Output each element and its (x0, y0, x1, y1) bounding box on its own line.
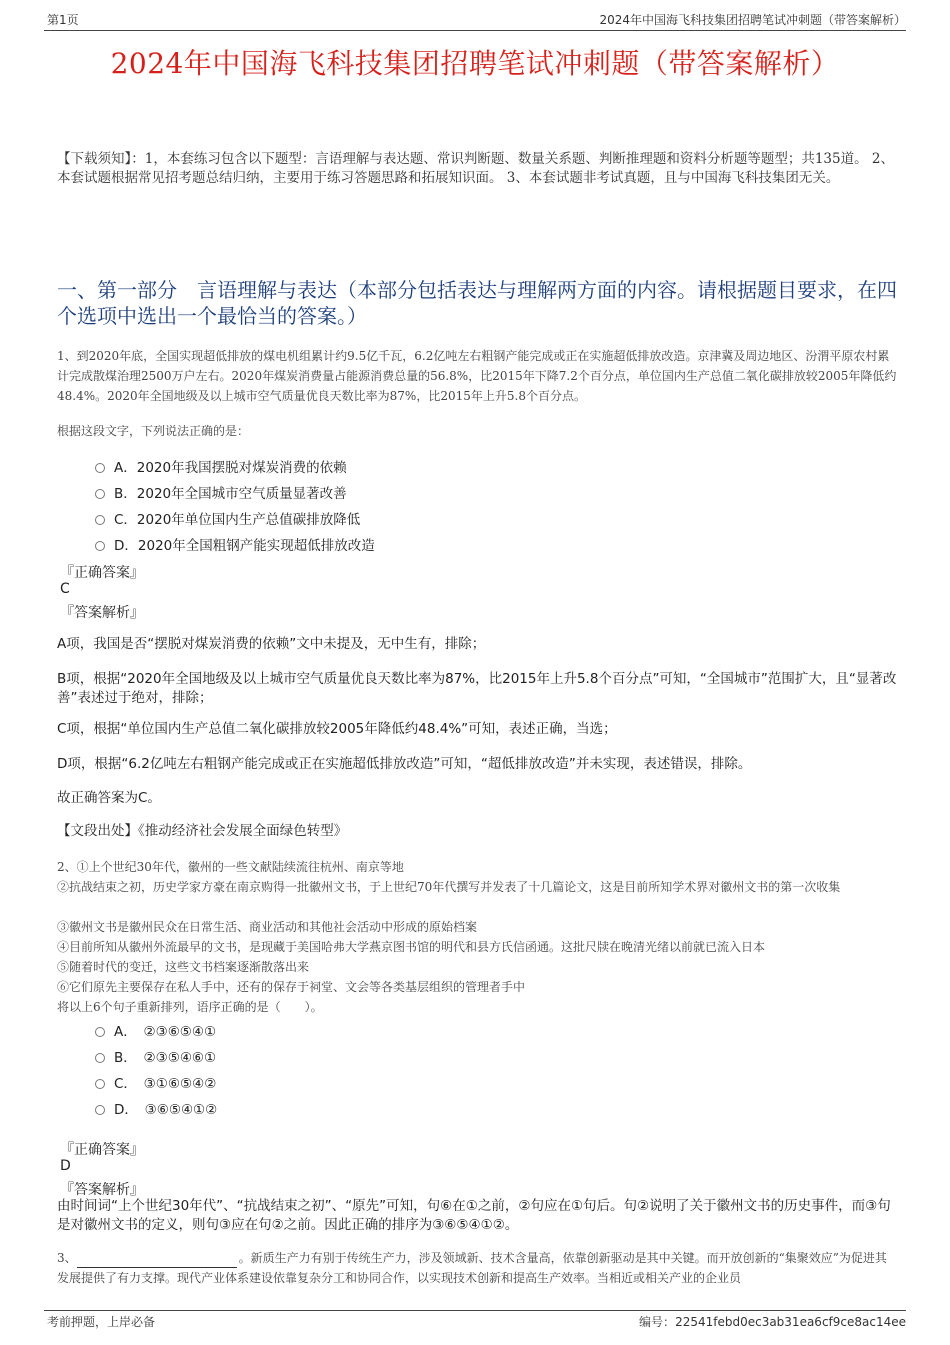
header-divider (44, 30, 906, 31)
question-1-text: 1、到2020年底，全国实现超低排放的煤电机组累计约9.5亿千瓦，6.2亿吨左右粗钢产能完成或正在实施超低排放改造。京津冀及周边地区、汾渭平原农村累计完成散煤治理2500万户左右。2020年煤炭消费量占能源消费总量的56.8%，比2015年下降7.2个百分点，单位国内生产总值二氧化碳排放较2005年降低约48.4%。2020年全国地级及以上城市空气质量优良天数比率为87%，比2015年上升5.8个百分点。 (57, 349, 897, 403)
q1-analysis-b: B项，根据“2020年全国地级及以上城市空气质量优良天数比率为87%，比2015年上升5.8个百分点”可知，“全国城市”范围扩大，且“显著改善”表述过于绝对，排除； (57, 671, 897, 706)
q1-analysis-c: C项，根据“单位国内生产总值二氧化碳排放较2005年降低约48.4%”可知，表述正确，当选； (57, 721, 617, 737)
footer-divider (44, 1310, 906, 1311)
radio-icon[interactable] (95, 1105, 105, 1115)
q1-answer: C (60, 581, 70, 597)
q2-line-6: ⑥它们原先主要保存在私人手中，还有的保存于祠堂、文会等各类基层组织的管理者手中 (57, 980, 526, 994)
q3-blank (77, 1255, 237, 1268)
q1-option-a[interactable]: A．2020年我国摆脱对煤炭消费的依赖 (95, 456, 347, 476)
q1-analysis-label: 『答案解析』 (60, 605, 144, 621)
q3-number: 3、 (57, 1251, 77, 1265)
q2-option-d[interactable]: D． ③⑥⑤④①② (95, 1098, 217, 1118)
radio-icon[interactable] (95, 1053, 105, 1063)
radio-icon[interactable] (95, 1079, 105, 1089)
q2-line-5: ⑤随着时代的变迁，这些文书档案逐渐散落出来 (57, 960, 310, 974)
radio-icon[interactable] (95, 515, 105, 525)
q2-answer: D (60, 1158, 71, 1174)
q1-analysis-a: A项，我国是否“摆脱对煤炭消费的依赖”文中未提及，无中生有，排除； (57, 636, 486, 652)
footer-slogan: 考前押题，上岸必备 (47, 1315, 156, 1329)
q1-option-b[interactable]: B．2020年全国城市空气质量显著改善 (95, 482, 347, 502)
q2-option-a[interactable]: A． ②③⑥⑤④① (95, 1020, 216, 1040)
page-title: 2024年中国海飞科技集团招聘笔试冲刺题（带答案解析） (110, 47, 840, 80)
page-number: 第1页 (47, 13, 79, 27)
q3-body: 。新质生产力有别于传统生产力，涉及领域新、技术含量高，依靠创新驱动是其中关键。而开放创新的“集聚效应”为促进其发展提供了有力支撑。现代产业体系建设依靠复杂分工和协同合作，以实现技术创新和提高生产效率。当相近或相关产业的企业员 (57, 1251, 887, 1285)
q2-line-3: ③徽州文书是徽州民众在日常生活、商业活动和其他社会活动中形成的原始档案 (57, 920, 478, 934)
q2-answer-label: 『正确答案』 (60, 1142, 144, 1158)
download-notice: 【下载须知】：1，本套练习包含以下题型：言语理解与表达题、常识判断题、数量关系题、判断推理题和资料分析题等题型；共135道。 2、本套试题根据常见招考题总结归纳，主要用于练习答题思路和拓展知识面。 3、本套试题非考试真题，且与中国海飞科技集团无关。 (57, 151, 894, 186)
question-3-text (57, 1248, 897, 1288)
q1-option-c[interactable]: C．2020年单位国内生产总值碳排放降低 (95, 508, 360, 528)
q1-option-d[interactable]: D．2020年全国粗钢产能实现超低排放改造 (95, 534, 375, 554)
radio-icon[interactable] (95, 1027, 105, 1037)
q1-analysis-d: D项，根据“6.2亿吨左右粗钢产能完成或正在实施超低排放改造”可知，“超低排放改造”并未实现，表述错误，排除。 (57, 756, 752, 772)
radio-icon[interactable] (95, 541, 105, 551)
q2-prompt: 将以上6个句子重新排列，语序正确的是（ ）。 (57, 1000, 323, 1014)
radio-icon[interactable] (95, 463, 105, 473)
section-heading: 一、第一部分 言语理解与表达（本部分包括表达与理解两方面的内容。请根据题目要求，在四个选项中选出一个最恰当的答案。） (57, 278, 897, 328)
q1-answer-label: 『正确答案』 (60, 565, 144, 581)
q1-analysis-conclusion: 故正确答案为C。 (57, 790, 161, 806)
header-doc-title: 2024年中国海飞科技集团招聘笔试冲刺题（带答案解析） (599, 13, 906, 27)
q2-line-1: 2、①上个世纪30年代，徽州的一些文献陆续流往杭州、南京等地 (57, 860, 404, 874)
footer-code-value: 22541febd0ec3ab31ea6cf9ce8ac14ee (675, 1315, 906, 1329)
q2-line-2: ②抗战结束之初，历史学家方豪在南京购得一批徽州文书，于上世纪70年代撰写并发表了十几篇论文，这是目前所知学术界对徽州文书的第一次收集 (57, 880, 841, 894)
q2-option-b[interactable]: B． ②③⑤④⑥① (95, 1046, 216, 1066)
footer-code-label: 编号： (639, 1315, 676, 1329)
footer-code (639, 1313, 906, 1330)
question-1-prompt: 根据这段文字，下列说法正确的是： (57, 424, 250, 438)
q2-option-c[interactable]: C． ③①⑥⑤④② (95, 1072, 216, 1092)
q2-analysis: 由时间词“上个世纪30年代”、“抗战结束之初”、“原先”可知，句⑥在①之前，②句应在①句后。句②说明了关于徽州文书的历史事件，而③句是对徽州文书的定义，则句③应在句②之前。因此正确的排序为③⑥⑤④①②。 (57, 1198, 891, 1233)
q1-source: 【文段出处】《推动经济社会发展全面绿色转型》 (57, 823, 348, 839)
radio-icon[interactable] (95, 489, 105, 499)
q2-analysis-label: 『答案解析』 (60, 1182, 144, 1198)
q2-line-4: ④目前所知从徽州外流最早的文书，是现藏于美国哈弗大学燕京图书馆的明代和县方氏信函通。这批尺牍在晚清光绪以前就已流入日本 (57, 940, 766, 954)
